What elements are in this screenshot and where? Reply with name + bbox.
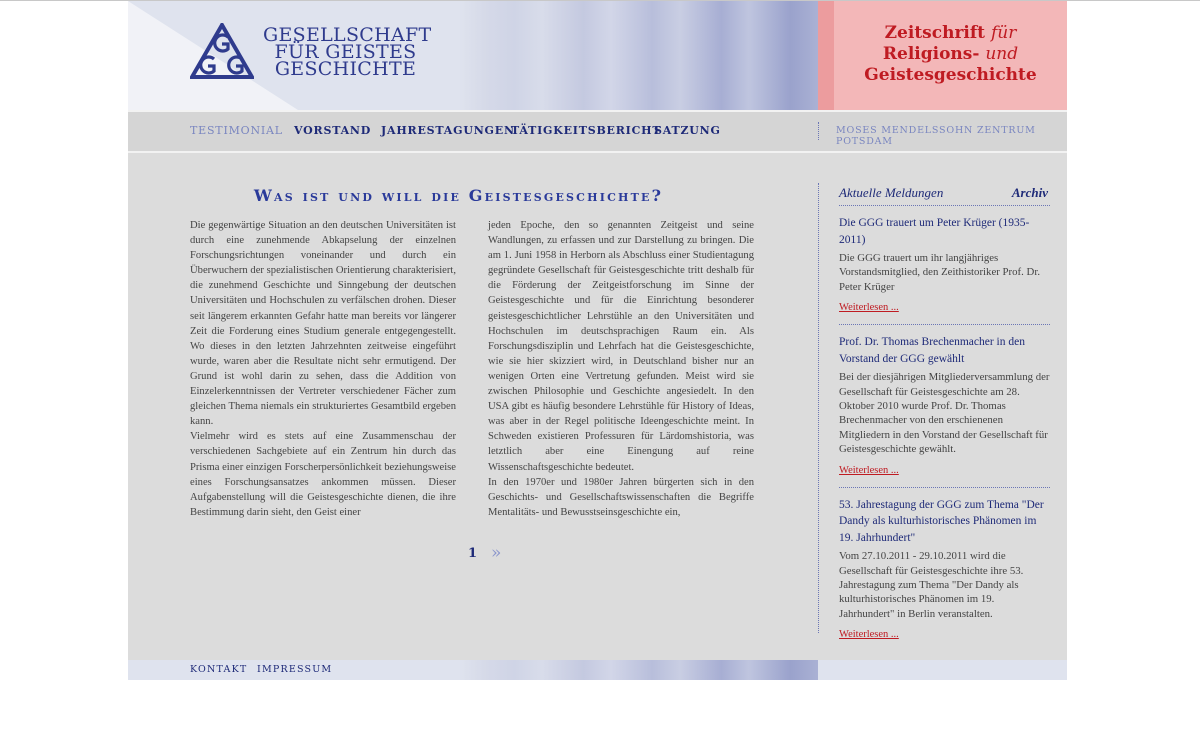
read-more-link[interactable]: Weiterlesen ...	[839, 629, 899, 641]
footer-link-kontakt[interactable]: KONTAKT	[190, 664, 248, 675]
society-line-1: GESELLSCHAFT	[263, 24, 432, 46]
nav-item-taetigkeitsbericht[interactable]: TÄTIGKEITSBERICHT	[511, 124, 662, 137]
article-title: Was ist und will die Geistesgeschichte?	[253, 186, 664, 205]
header	[128, 1, 1067, 110]
news-item	[839, 206, 1050, 325]
page-container	[128, 1, 1067, 680]
article-paragraph: Die gegenwärtige Situation an den deutschen Universitäten ist durch eine zunehmende Abkapselung der einzelnen Forschungsrichtungen voneinander und durch ein Überwuchern der spezialistischen Orientierung charakterisiert, die zunehmend Geschichte und Sinngebung der deutschen Universitäten und Hochschulen zu verfälschen drohen. Dieser seit längerem erkannten Gefahr hatte man bereits vor längerer Zeit die Forderung eines Studium generale entgegengestellt. Wo dieses in den letzten Jahrzehnten zeitweise eingeführt wurde, waren aber die Resultate nicht sehr ermutigend. Der Grund ist wohl darin zu sehen, dass die Addition von Einzelerkenntnissen der Vertreter verschiedener Fächer zum gleichen Thema niemals ein strukturiertes Gesamtbild ergeben kann.	[190, 220, 456, 428]
article-column-2	[488, 218, 754, 520]
sidebar-header	[839, 183, 1050, 206]
society-line-3: GESCHICHTE	[274, 58, 417, 80]
main-content	[128, 153, 1067, 660]
news-item	[839, 325, 1050, 487]
nav-item-testimonial[interactable]: TESTIMONIAL	[190, 124, 283, 137]
footer	[128, 660, 1067, 680]
journal-title[interactable]	[834, 23, 1067, 86]
article-paragraph: Vielmehr wird es stets auf eine Zusammenschau der verschiedenen Sachgebiete auf ein Zentrum hin durch das Prisma einer einzigen Forscherpersönlichkeit beziehungsweise eines Forschungsansatzes ankommen müssen. Dieser Aufgabenstellung will die Geistesgeschichte dienen, die ihre Bestimmung darin sieht, den Geist einer	[190, 431, 456, 518]
pagination-current-page: 1	[468, 546, 478, 561]
archive-link[interactable]: Archiv	[1011, 185, 1048, 200]
news-item	[839, 488, 1050, 652]
footer-banner-right	[818, 660, 1067, 680]
journal-word-2: für	[990, 23, 1017, 43]
nav-item-satzung[interactable]: SATZUNG	[654, 124, 721, 137]
main-nav	[128, 110, 1067, 153]
footer-link-impressum[interactable]: IMPRESSUM	[257, 664, 333, 675]
nav-item-vorstand[interactable]: VORSTAND	[294, 124, 372, 137]
nav-separator	[818, 122, 819, 140]
nav-item-jahrestagungen[interactable]: JAHRESTAGUNGEN	[381, 124, 515, 137]
news-summary: Die GGG trauert um ihr langjähriges Vorstandsmitglied, den Zeithistoriker Prof. Dr. Peter Krüger	[839, 252, 1041, 293]
society-name[interactable]	[263, 24, 432, 80]
news-title-link[interactable]: Prof. Dr. Thomas Brechenmacher in den Vorstand der GGG gewählt	[839, 336, 1025, 365]
journal-word-5: Geistesgeschichte	[864, 65, 1037, 85]
journal-word-3: Religions-	[882, 44, 980, 64]
news-sidebar	[839, 183, 1050, 651]
article-column-1	[190, 218, 456, 520]
article-paragraph: jeden Epoche, den so genannten Zeitgeist und seine Wandlungen, zu erfassen und zur Darstellung zu bringen. Die am 1. Juni 1958 in Herborn als Abschluss einer Studientagung gegründete Gesellschaft für Geistesgeschichte tritt deshalb für die Förderung der Zeitgeistforschung im Sinne der Geistesgeschichte und für die Einrichtung besonderer geistesgeschichtlicher Lehrstühle an den Universitäten und Hochschulen im deutschsprachigen Raum ein. Als Forschungsdisziplin und Lehrfach hat die Geistesgeschichte, wie sie hier skizziert wird, in Deutschland bisher nur an wenigen Orten eine Vertretung gefunden. Meist wird sie zwischen Philosophie und Geschichte angesiedelt. In den USA gibt es häufig besondere Lehrstühle für History of Ideas, was aber in der Regel politische Ideengeschichte meint. In Schweden existieren Professuren für Lärdomshistoria, was letztlich aber eine Einengung auf reine Wissenschaftsgeschichte bedeutet.	[488, 220, 754, 473]
article-paragraph: In den 1970er und 1980er Jahren bürgerten sich in den Geschichts- und Gesellschaftswissenschaften die Begriffe Mentalitäts- und Bewusstseinsgeschichte ein,	[488, 476, 754, 518]
news-title-link[interactable]: 53. Jahrestagung der GGG zum Thema "Der Dandy als kulturhistorisches Phänomen im 19. Jahrhundert"	[839, 498, 1044, 544]
sidebar-title: Aktuelle Meldungen	[839, 185, 944, 200]
ggg-logo-icon[interactable]	[190, 23, 254, 79]
news-title-link[interactable]: Die GGG trauert um Peter Krüger (1935-2011)	[839, 217, 1030, 246]
read-more-link[interactable]: Weiterlesen ...	[839, 464, 899, 476]
news-summary: Vom 27.10.2011 - 29.10.2011 wird die Gesellschaft für Geistesgeschichte ihre 53. Jahrestagung zum Thema "Der Dandy als kulturhistorisches Phänomen im 19. Jahrhundert" in Berlin veranstalten.	[839, 550, 1024, 620]
sidebar-separator	[818, 183, 819, 633]
news-summary: Bei der diesjährigen Mitgliederversammlung der Gesellschaft für Geistesgeschichte am 28. Oktober 2010 wurde Prof. Dr. Thomas Brechenmacher von den erschienenen Mitgliedern in den Vorstand der Gesellschaft für Geistesgeschichte gewählt.	[839, 371, 1050, 456]
partner-link[interactable]: MOSES MENDELSSOHN ZENTRUM POTSDAM	[836, 125, 1036, 147]
read-more-link[interactable]: Weiterlesen ...	[839, 302, 899, 314]
pagination-next-icon[interactable]: »	[491, 543, 502, 563]
journal-word-4: und	[985, 44, 1019, 64]
society-line-2: FÜR GEISTES	[274, 41, 417, 63]
journal-banner-edge	[818, 1, 834, 110]
journal-word-1: Zeitschrift	[884, 23, 986, 43]
